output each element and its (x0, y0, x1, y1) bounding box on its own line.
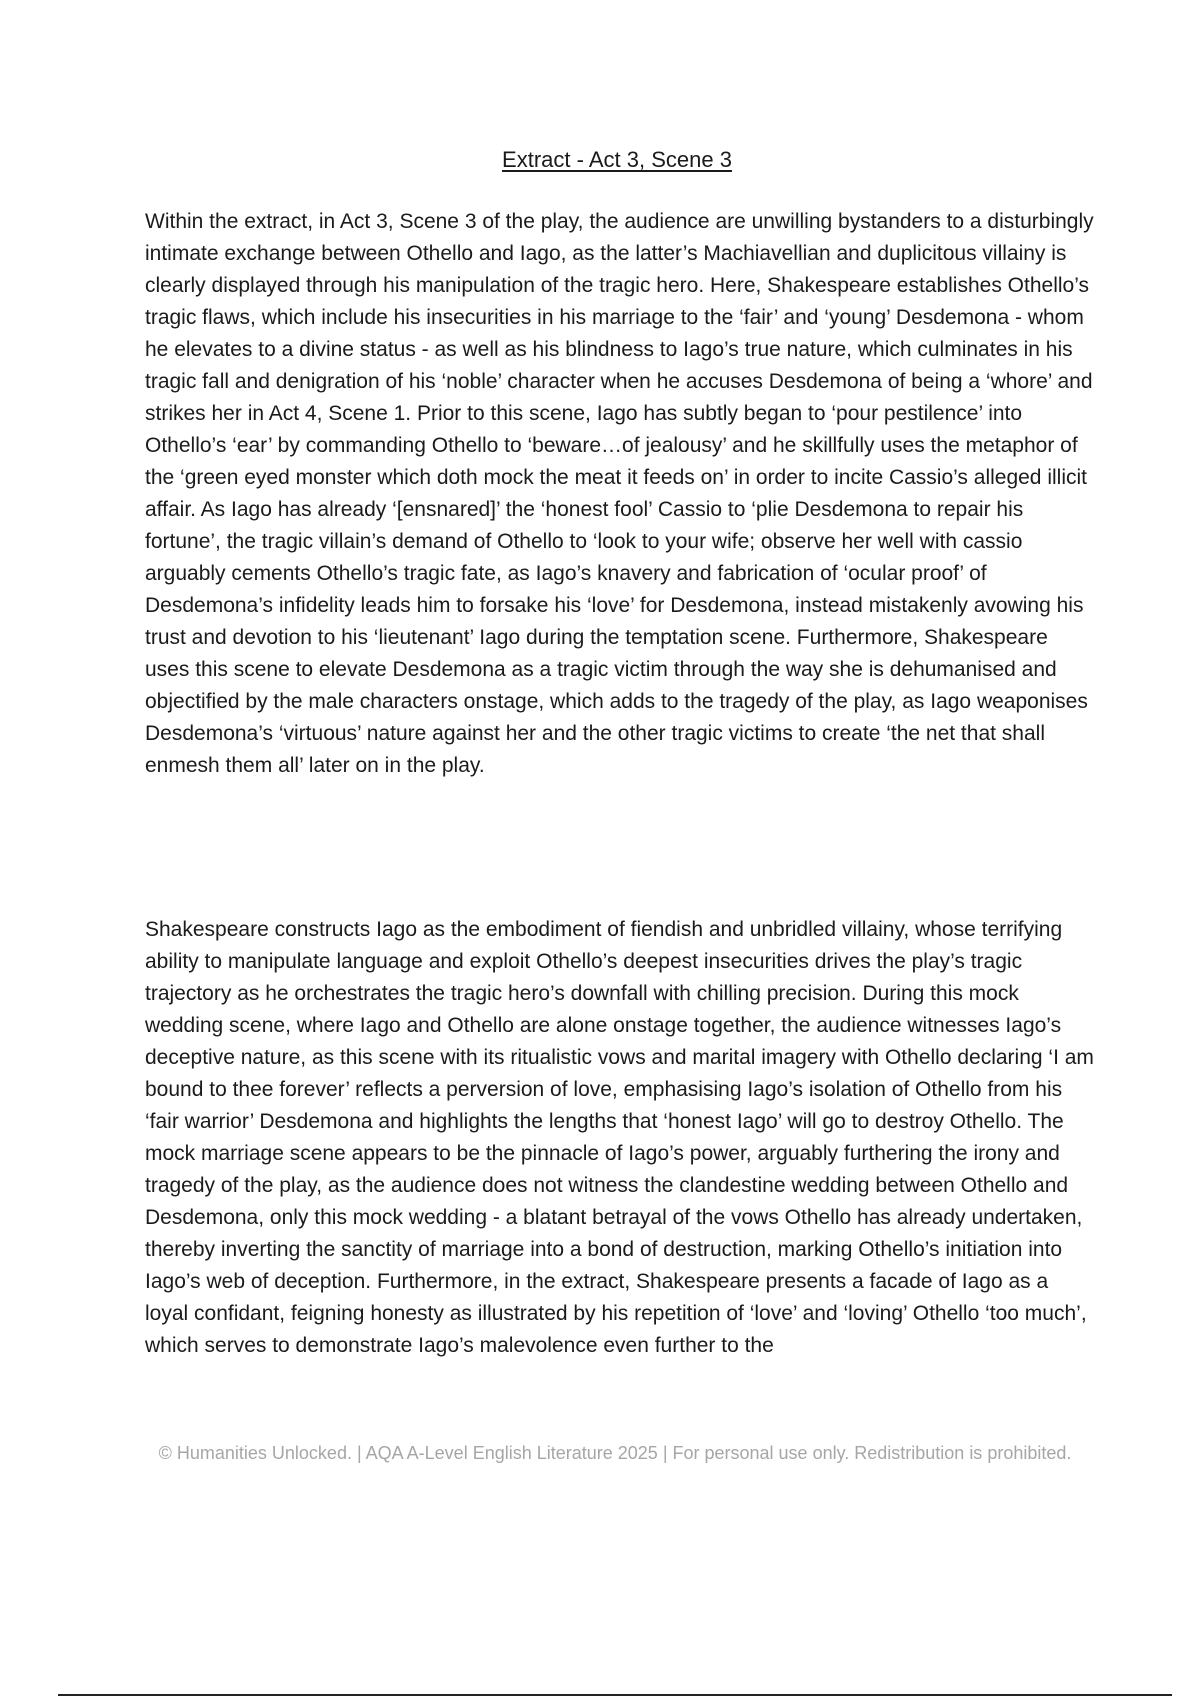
page-title: Extract - Act 3, Scene 3 (502, 147, 732, 172)
page-divider (58, 1694, 1172, 1696)
body-paragraph-2: Shakespeare constructs Iago as the embodiment of fiendish and unbridled villainy, whose terrifying ability to manipulate language and exploit Othello’s deepest insecurities drives the play’s tragic trajectory as he orchestrates the tragic hero’s downfall with chilling precision. During this mock wedding scene, where Iago and Othello are alone onstage together, the audience witnesses Iago’s deceptive nature, as this scene with its ritualistic vows and marital imagery with Othello declaring ‘I am bound to thee forever’ reflects a perversion of love, emphasising Iago’s isolation of Othello from his ‘fair warrior’ Desdemona and highlights the lengths that ‘honest Iago’ will go to destroy Othello. The mock marriage scene appears to be the pinnacle of Iago’s power, arguably furthering the irony and tragedy of the play, as the audience does not witness the clandestine wedding between Othello and Desdemona, only this mock wedding - a blatant betrayal of the vows Othello has already undertaken, thereby inverting the sanctity of marriage into a bond of destruction, marking Othello’s initiation into Iago’s web of deception. Furthermore, in the extract, Shakespeare presents a facade of Iago as a loyal confidant, feigning honesty as illustrated by his repetition of ‘love’ and ‘loving’ Othello ‘too much’, which serves to demonstrate Iago’s malevolence even further to the (145, 918, 1094, 1357)
body-paragraph-1: Within the extract, in Act 3, Scene 3 of the play, the audience are unwilling bystanders to a disturbingly intimate exchange between Othello and Iago, as the latter’s Machiavellian and duplicitous villainy is clearly displayed through his manipulation of the tragic hero. Here, Shakespeare establishes Othello’s tragic flaws, which include his insecurities in his marriage to the ‘fair’ and ‘young’ Desdemona - whom he elevates to a divine status - as well as his blindness to Iago’s true nature, which culminates in his tragic fall and denigration of his ‘noble’ character when he accuses Desdemona of being a ‘whore’ and strikes her in Act 4, Scene 1. Prior to this scene, Iago has subtly began to ‘pour pestilence’ into Othello’s ‘ear’ by commanding Othello to ‘beware…of jealousy’ and he skillfully uses the metaphor of the ‘green eyed monster which doth mock the meat it feeds on’ in order to incite Cassio’s alleged illicit affair. As Iago has already ‘[ensnared]’ the ‘honest fool’ Cassio to ‘plie Desdemona to repair his fortune’, the tragic villain’s demand of Othello to ‘look to your wife; observe her well with cassio arguably cements Othello’s tragic fate, as Iago’s knavery and fabrication of ‘ocular proof’ of Desdemona’s infidelity leads him to forsake his ‘love’ for Desdemona, instead mistakenly avowing his trust and devotion to his ‘lieutenant’ Iago during the temptation scene. Furthermore, Shakespeare uses this scene to elevate Desdemona as a tragic victim through the way she is dehumanised and objectified by the male characters onstage, which adds to the tragedy of the play, as Iago weaponises Desdemona’s ‘virtuous’ nature against her and the other tragic victims to create ‘the net that shall enmesh them all’ later on in the play. (145, 210, 1094, 777)
copyright-footer: © Humanities Unlocked. | AQA A-Level English Literature 2025 | For personal use only. Redistribution is prohibited. (158, 1443, 1072, 1463)
